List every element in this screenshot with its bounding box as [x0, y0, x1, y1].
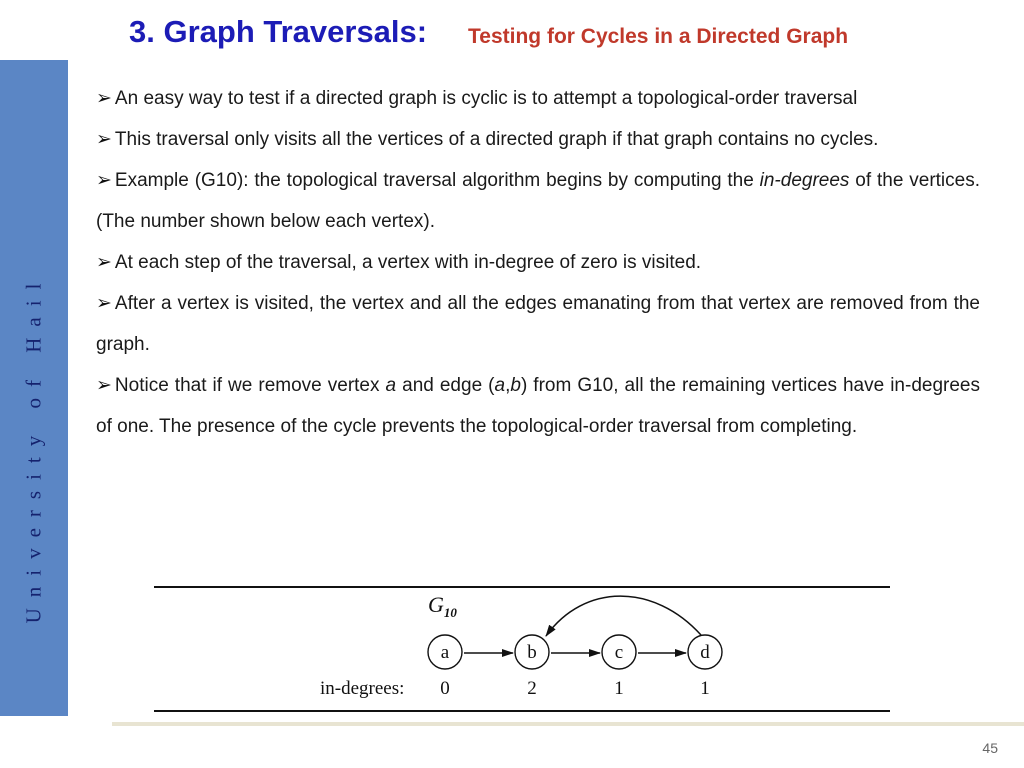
bullet-item-3	[96, 160, 980, 242]
bullet-emphasis: b	[510, 375, 521, 396]
indegree-a: 0	[440, 678, 450, 699]
bullet-item-6	[96, 365, 980, 447]
arrow-bullet-icon: ➢	[96, 293, 112, 314]
footer-rule	[112, 722, 1024, 726]
vertex-label-a: a	[440, 642, 450, 663]
bullet-text: Example (G10): the topological traversal algorithm begins by computing the	[114, 170, 760, 191]
arrow-bullet-icon: ➢	[96, 129, 112, 150]
graph-figure	[154, 586, 890, 712]
vertex-label-c: c	[614, 642, 624, 663]
indegree-b: 2	[527, 678, 537, 699]
graph-diagram	[154, 588, 890, 710]
bullet-text: ) from G10, all the remaining vertices have in-degrees of one. The presence of the cycle prevents the topological-order traversal from completing.	[96, 375, 980, 437]
bullet-text: This traversal only visits all the vertices of a directed graph if that graph contains no cycles.	[114, 129, 879, 150]
bullet-emphasis: a	[385, 375, 397, 396]
arrow-bullet-icon: ➢	[96, 170, 112, 191]
arrow-bullet-icon: ➢	[96, 88, 112, 109]
bullet-list	[96, 78, 980, 447]
page-number: 45	[982, 740, 998, 756]
indegree-d: 1	[700, 678, 710, 699]
title-main: 3. Graph Traversals:	[129, 14, 428, 49]
vertex-label-b: b	[527, 642, 537, 663]
vertex-label-d: d	[700, 642, 710, 663]
indegree-c: 1	[614, 678, 624, 699]
indegrees-label: in-degrees:	[320, 678, 405, 699]
title-subtitle: Testing for Cycles in a Directed Graph	[468, 25, 849, 48]
bullet-text: of the vertices. (The number shown below each vertex).	[96, 170, 980, 232]
bullet-text: and edge (	[396, 375, 495, 396]
bullet-text: An easy way to test if a directed graph is cyclic is to attempt a topological-order traversal	[114, 88, 858, 109]
sidebar-band	[0, 60, 68, 716]
bullet-item-4	[96, 242, 980, 283]
bullet-item-1	[96, 78, 980, 119]
arrow-bullet-icon: ➢	[96, 252, 112, 273]
bullet-emphasis: a	[494, 375, 506, 396]
bullet-item-2	[96, 119, 980, 160]
bullet-text: Notice that if we remove vertex	[114, 375, 386, 396]
bullet-text: ,	[505, 375, 511, 396]
slide-title	[0, 0, 1024, 58]
graph-name: $G_{10}$	[428, 592, 457, 620]
arrow-bullet-icon: ➢	[96, 375, 112, 396]
bullet-item-5	[96, 283, 980, 365]
sidebar-university-name: University of Hail	[21, 272, 46, 624]
bullet-text: At each step of the traversal, a vertex with in-degree of zero is visited.	[114, 252, 702, 273]
bullet-emphasis: in-degrees	[759, 170, 850, 191]
edge-d-b	[546, 596, 701, 636]
bullet-text: After a vertex is visited, the vertex and all the edges emanating from that vertex are removed from the graph.	[96, 293, 980, 355]
